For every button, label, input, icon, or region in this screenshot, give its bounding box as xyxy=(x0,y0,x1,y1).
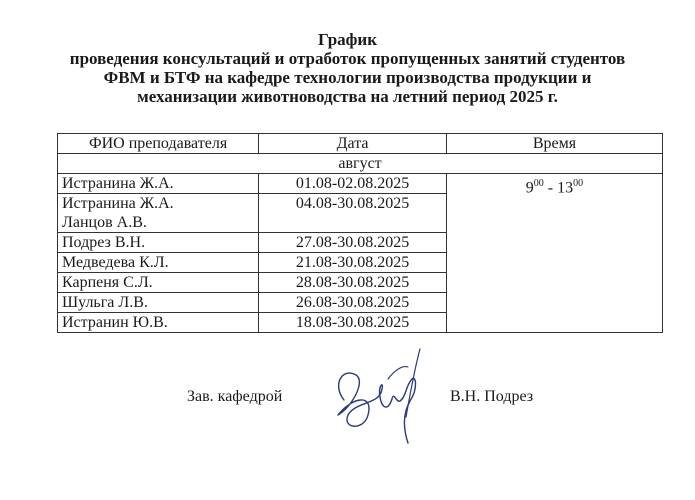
signer-name: В.Н. Подрез xyxy=(450,388,534,405)
schedule-table xyxy=(57,133,663,333)
date-range: 27.08-30.08.2025 xyxy=(259,233,447,253)
time-cell xyxy=(446,174,662,333)
table-row xyxy=(58,174,663,194)
teacher-name: Медведева К.Л. xyxy=(58,253,259,273)
date-range: 26.08-30.08.2025 xyxy=(259,293,447,313)
time-end-hour: 13 xyxy=(557,179,574,197)
month-label: август xyxy=(58,154,663,174)
header-teacher: ФИО преподавателя xyxy=(58,134,259,154)
date-range: 18.08-30.08.2025 xyxy=(259,313,447,333)
date-range: 21.08-30.08.2025 xyxy=(259,253,447,273)
teacher-name-line-2: Ланцов А.В. xyxy=(62,214,147,231)
position-label: Зав. кафедрой xyxy=(187,388,283,405)
teacher-name: Карпеня С.Л. xyxy=(58,273,259,293)
heading-line-2: ФВМ и БТФ на кафедре технологии производства продукции и xyxy=(103,68,592,87)
time-start-min: 00 xyxy=(533,178,544,189)
date-range: 01.08-02.08.2025 xyxy=(259,174,447,194)
signature-image xyxy=(322,345,442,455)
month-row xyxy=(58,154,663,174)
table-header-row xyxy=(58,134,663,154)
teacher-name xyxy=(58,194,259,233)
time-start-hour: 9 xyxy=(525,179,534,197)
teacher-name: Истранин Ю.В. xyxy=(58,313,259,333)
time-end-min: 00 xyxy=(573,178,584,189)
date-range: 28.08-30.08.2025 xyxy=(259,273,447,293)
heading-line-1: проведения консультаций и отработок пропущенных занятий студентов xyxy=(69,49,626,68)
teacher-name: Подрез В.Н. xyxy=(58,233,259,253)
teacher-name-line-1: Истранина Ж.А. xyxy=(62,195,174,212)
header-date: Дата xyxy=(259,134,447,154)
document-heading xyxy=(0,30,695,106)
heading-line-3: механизации животноводства на летний период 2025 г. xyxy=(137,87,558,106)
teacher-name: Шульга Л.В. xyxy=(58,293,259,313)
header-time: Время xyxy=(446,134,662,154)
teacher-name: Истранина Ж.А. xyxy=(58,174,259,194)
time-separator: - xyxy=(543,179,558,197)
document-title: График xyxy=(317,30,378,49)
date-range: 04.08-30.08.2025 xyxy=(259,194,447,233)
